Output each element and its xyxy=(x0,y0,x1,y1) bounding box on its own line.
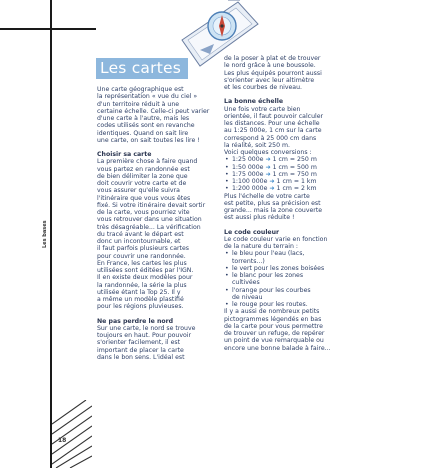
text-line: de la carte pour vous permettre xyxy=(224,322,323,330)
text-line: doit couvrir votre carte et de xyxy=(97,180,187,187)
conversion-item xyxy=(224,156,348,163)
conversion-item xyxy=(224,178,348,185)
distance-value: 1 cm = 2 km xyxy=(276,185,317,193)
text-line: Sur une carte, le nord se trouve xyxy=(97,324,196,332)
text-line: toujours en haut. Pour pouvoir xyxy=(97,332,192,339)
text-line: une carte, on sait toutes les lire ! xyxy=(97,136,200,144)
conversion-item xyxy=(224,164,348,171)
paragraph-precision xyxy=(224,193,348,222)
margin-rule xyxy=(50,0,52,468)
text-line: • le rouge pour les routes. xyxy=(232,301,308,308)
text-line: il faut parfois plusieurs cartes xyxy=(97,245,189,253)
text-line: de la carte, vous pourriez vite xyxy=(97,209,190,216)
scale-value: 1:200 000e xyxy=(232,185,268,193)
text-line: un point de vue remarquable ou xyxy=(224,337,324,345)
text-line: • le blanc pour les zones xyxy=(232,272,304,279)
color-code-list xyxy=(224,250,348,308)
text-line: de la poser à plat et de trouver xyxy=(224,55,321,62)
arrow-right-icon: ➜ xyxy=(265,170,271,178)
paragraph-choisir xyxy=(97,158,217,310)
text-column-right xyxy=(224,55,348,352)
text-line: pictogrammes légendés en bas xyxy=(224,315,322,323)
arrow-right-icon: ➜ xyxy=(269,178,275,185)
color-code-item xyxy=(224,272,348,287)
page-number: 18 xyxy=(58,437,67,444)
text-line: la réalité, soit 250 m. xyxy=(224,141,290,149)
text-line: très désagréable... La vérification xyxy=(97,223,201,231)
text-line: • l'orange pour les courbes xyxy=(232,286,311,294)
text-line: et les courbes de niveau. xyxy=(224,84,302,91)
text-line: vous assurer qu'elle suivra xyxy=(97,187,180,195)
section-label: Les bases xyxy=(42,220,48,248)
text-line: Les plus équipés pourront aussi xyxy=(224,69,322,77)
text-line: du tracé avant le départ est xyxy=(97,230,184,238)
distance-value: 1 cm = 250 m xyxy=(272,156,317,164)
text-line: le nord grâce à une boussole. xyxy=(224,62,316,70)
section-heading-couleur: Le code couleur xyxy=(224,228,280,236)
text-line: Voici quelques conversions : xyxy=(224,149,312,156)
scale-value: 1:75 000e xyxy=(232,170,264,178)
text-line: l'itinéraire que vous vous êtes xyxy=(97,194,191,202)
section-heading-nord: Ne pas perdre le nord xyxy=(97,317,174,325)
text-line: Une fois votre carte bien xyxy=(224,105,301,113)
text-line: • le vert pour les zones boisées xyxy=(232,264,325,272)
conversion-item xyxy=(224,185,348,192)
text-line: la randonnée, la série la plus xyxy=(97,281,187,289)
text-line: grande... mais la zone couverte xyxy=(224,207,323,214)
text-line: pour couvrir une randonnée. xyxy=(97,252,186,260)
text-line: En France, les cartes les plus xyxy=(97,259,187,267)
text-line: • le bleu pour l'eau (lacs, xyxy=(232,250,305,258)
text-line: certaine échelle. Celle-ci peut varier xyxy=(97,107,210,115)
text-line: utilisées sont éditées par l'IGN. xyxy=(97,267,194,274)
text-line: correspond à 25 000 cm dans xyxy=(224,134,317,142)
text-column-left xyxy=(97,86,217,361)
text-line: est aussi plus réduite ! xyxy=(224,214,295,222)
text-line: d'un territoire réduit à une xyxy=(97,100,180,108)
text-line: orientée, il faut pouvoir calculer xyxy=(224,112,324,120)
text-line: s'orienter facilement, il est xyxy=(97,339,181,347)
text-line: cultivées xyxy=(232,279,260,287)
color-code-item xyxy=(224,287,348,302)
distance-value: 1 cm = 750 m xyxy=(272,170,317,178)
text-line: donc un incontournable, et xyxy=(97,238,181,245)
paragraph-couleur xyxy=(224,236,348,251)
arrow-right-icon: ➜ xyxy=(269,185,275,193)
text-line: dans le bon sens. L'idéal est xyxy=(97,353,185,361)
text-line: Il en existe deux modèles pour xyxy=(97,274,193,282)
scale-value: 1:100 000e xyxy=(232,178,268,185)
conversion-item xyxy=(224,171,348,178)
text-line: Le code couleur varie en fonction xyxy=(224,235,328,243)
text-line: vous retrouver dans une situation xyxy=(97,216,202,224)
text-line: les distances. Pour une échelle xyxy=(224,120,320,127)
text-line: de trouver un refuge, de repérer xyxy=(224,330,325,337)
color-code-item xyxy=(224,301,348,308)
text-line: de la nature du terrain : xyxy=(224,243,298,250)
distance-value: 1 cm = 1 km xyxy=(276,178,317,185)
text-line: pour les régions pluvieuses. xyxy=(97,303,184,311)
text-line: Une carte géographique est xyxy=(97,86,184,93)
color-code-item xyxy=(224,250,348,265)
text-line: la représentation « vue du ciel » xyxy=(97,93,198,101)
distance-value: 1 cm = 500 m xyxy=(272,163,317,171)
text-line: utilisée étant la Top 25. Il y xyxy=(97,288,181,296)
section-heading-choisir: Choisir sa carte xyxy=(97,151,152,158)
text-line: de bien délimiter la zone que xyxy=(97,172,188,180)
arrow-right-icon: ➜ xyxy=(265,163,271,171)
text-line: au 1:25 000e, 1 cm sur la carte xyxy=(224,127,322,135)
text-line: codes utilisés sont en revanche xyxy=(97,122,195,130)
text-line: identiques. Quand on sait lire xyxy=(97,129,189,137)
intro-paragraph xyxy=(97,86,217,144)
section-heading-echelle: La bonne échelle xyxy=(224,98,284,106)
text-line: vous partez en randonnée est xyxy=(97,165,190,173)
conversion-list xyxy=(224,156,348,192)
text-line: est petite, plus sa précision est xyxy=(224,199,321,207)
hatch-decoration xyxy=(52,400,92,468)
text-line: torrents...) xyxy=(232,257,265,265)
text-line: important de placer la carte xyxy=(97,346,184,354)
paragraph-nord xyxy=(97,325,217,361)
text-line: La première chose à faire quand xyxy=(97,158,198,166)
color-code-item xyxy=(224,265,348,272)
paragraph-pictogrammes xyxy=(224,308,348,352)
scale-value: 1:25 000e xyxy=(232,156,264,164)
text-line: d'une carte à l'autre, mais les xyxy=(97,115,190,122)
text-line: s'orienter avec leur altimètre xyxy=(224,76,315,84)
paragraph-nord-cont xyxy=(224,55,348,91)
text-line: de niveau xyxy=(232,293,263,301)
page-title: Les cartes xyxy=(100,59,181,77)
corner-rule xyxy=(0,28,96,30)
text-line: Plus l'échelle de votre carte xyxy=(224,192,310,200)
arrow-right-icon: ➜ xyxy=(265,156,271,164)
paragraph-echelle xyxy=(224,106,348,157)
text-line: Il y a aussi de nombreux petits xyxy=(224,308,320,316)
text-line: encore une bonne balade à faire... xyxy=(224,344,331,352)
scale-value: 1:50 000e xyxy=(232,163,264,171)
text-line: a même un modèle plastifié xyxy=(97,296,184,303)
text-line: fixé. Si votre itinéraire devait sortir xyxy=(97,201,206,209)
